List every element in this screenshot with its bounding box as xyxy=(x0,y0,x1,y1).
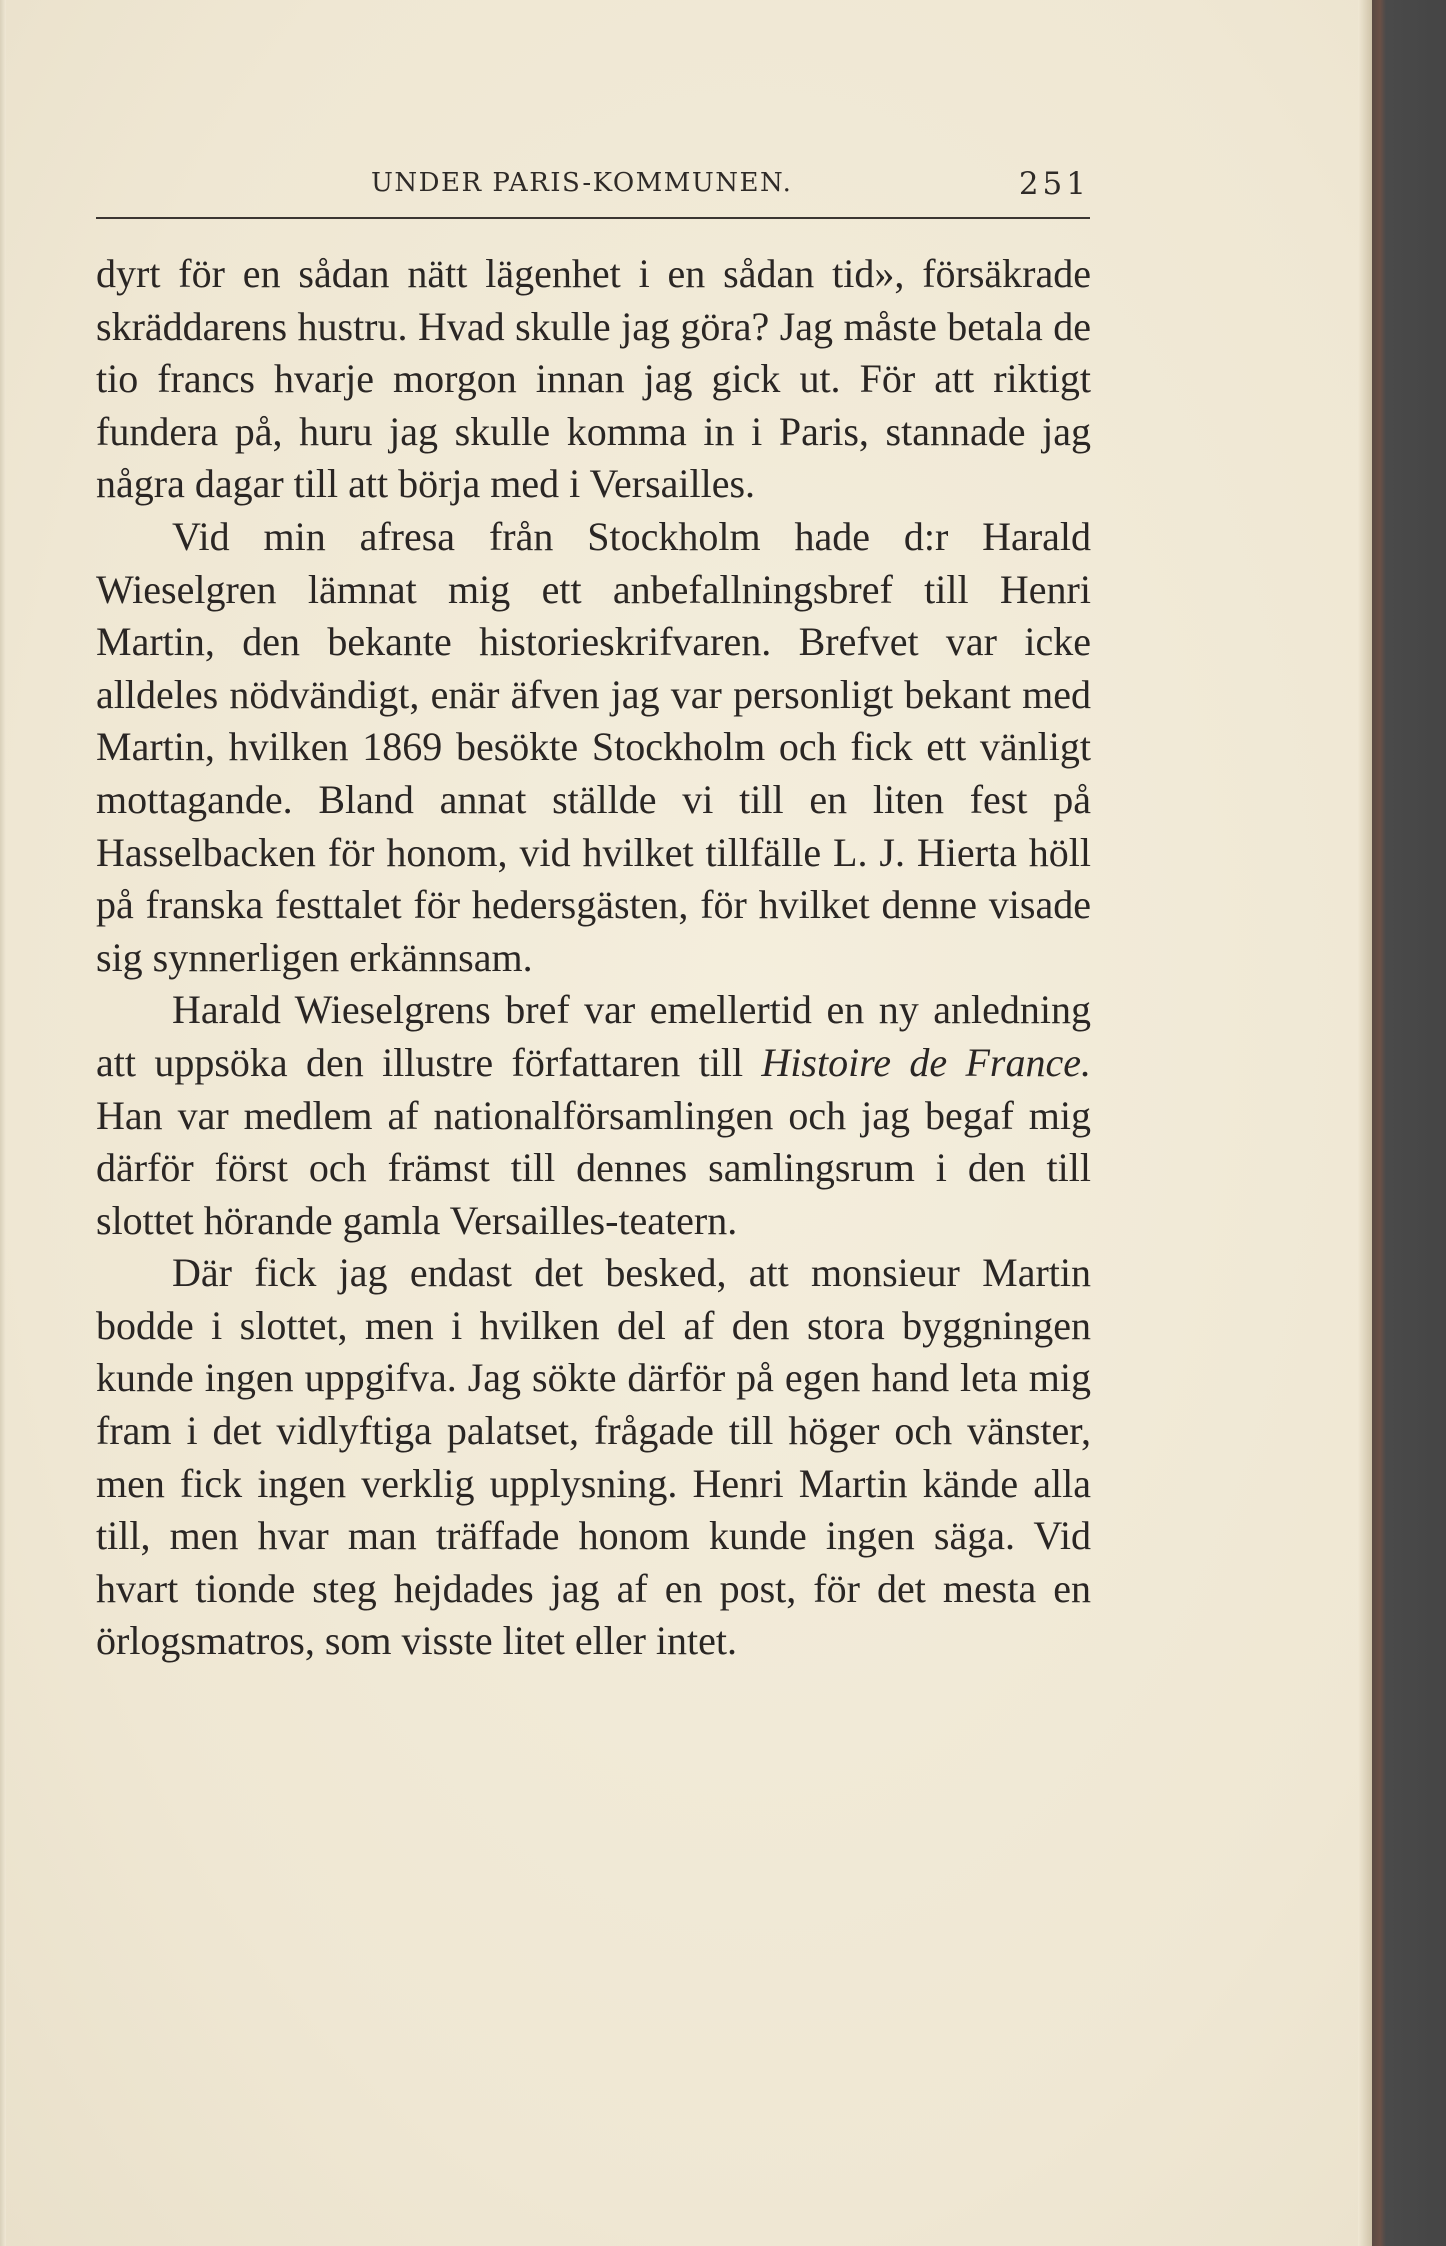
running-title: UNDER PARIS-KOMMUNEN. xyxy=(371,168,793,198)
book-title-italic: Histoire de France. xyxy=(761,1039,1091,1085)
body-text xyxy=(96,248,1091,1668)
paragraph-4: Där fick jag endast det besked, att monsieur Martin bodde i slottet, men i hvilken del af den stora byggningen kunde ingen uppgifva. Jag sökte därför på egen hand leta mig fram i det vidlyftiga palatset, frågade till höger och vänster, men fick ingen verklig upplysning. Henri Martin kände alla till, men hvar man träffade honom kunde ingen säga. Vid hvart tionde steg hejdades jag af en post, för det mesta en örlogsmatros, som visste litet eller intet. xyxy=(96,1250,1091,1664)
paragraph-3-text-before: Harald Wieselgrens bref var emellertid en ny anledning att uppsöka den illustre författaren till xyxy=(96,987,1091,1085)
paragraph-3 xyxy=(96,984,1091,1247)
paragraph-2: Vid min afresa från Stockholm hade d:r Harald Wieselgren lämnat mig ett anbefallningsbref till Henri Martin, den bekante historieskrifvaren. Brefvet var icke alldeles nödvändigt, enär äfven jag var personligt bekant med Martin, hvilken 1869 besökte Stockholm och fick ett vänligt mottagande. Bland annat ställde vi till en liten fest på Hasselbacken för honom, vid hvilket tillfälle L. J. Hierta höll på franska festtalet för hedersgästen, för hvilket denne visade sig synnerligen erkännsam. xyxy=(96,513,1091,980)
page-left-edge xyxy=(0,0,6,2246)
book-cover-edge xyxy=(1372,0,1446,2246)
running-header xyxy=(96,168,1090,208)
paragraph-3-text-after: Han var medlem af nationalförsamlingen och jag begaf mig därför först och främst till dennes samlingsrum i den till slottet hörande gamla Versailles-teatern. xyxy=(96,1092,1091,1243)
header-rule xyxy=(96,217,1090,219)
paragraph-1: dyrt för en sådan nätt lägenhet i en sådan tid», försäkrade skräddarens hustru. Hvad skulle jag göra? Jag måste betala de tio francs hvarje morgon innan jag gick ut. För att riktigt fundera på, huru jag skulle komma in i Paris, stannade jag några dagar till att börja med i Versailles. xyxy=(96,251,1091,507)
page-number: 251 xyxy=(1018,166,1090,202)
page-right-shadow xyxy=(1358,0,1372,2246)
